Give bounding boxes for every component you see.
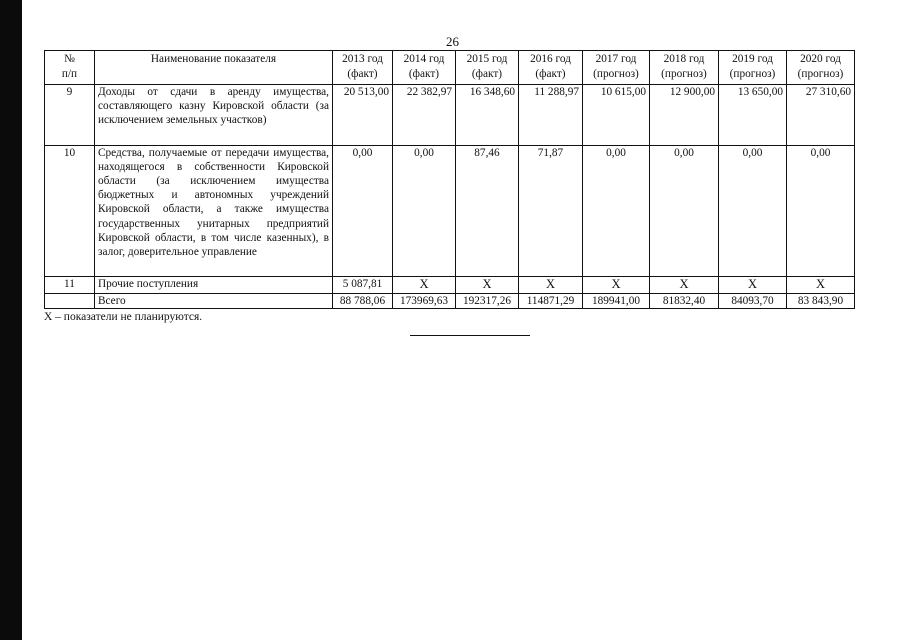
header-num bbox=[45, 51, 95, 85]
cell-value: 16 348,60 bbox=[456, 85, 519, 146]
header-year: 2017 год bbox=[595, 53, 637, 65]
cell-value: 12 900,00 bbox=[650, 85, 719, 146]
cell-value: 84093,70 bbox=[719, 293, 787, 308]
cell-value: 22 382,97 bbox=[393, 85, 456, 146]
header-num-line2: п/п bbox=[61, 67, 78, 80]
cell-value: 0,00 bbox=[787, 146, 855, 277]
table-row bbox=[45, 277, 855, 294]
header-year: 2018 год bbox=[663, 53, 705, 65]
table-row bbox=[45, 85, 855, 146]
cell-value: X bbox=[519, 277, 583, 294]
cell-value: 88 788,06 bbox=[333, 293, 393, 308]
cell-value: 10 615,00 bbox=[583, 85, 650, 146]
header-year: 2015 год bbox=[466, 53, 508, 65]
header-2019 bbox=[719, 51, 787, 85]
header-2020 bbox=[787, 51, 855, 85]
cell-value: 11 288,97 bbox=[519, 85, 583, 146]
cell-value: 71,87 bbox=[519, 146, 583, 277]
header-num-line1: № bbox=[64, 53, 75, 65]
cell-value: X bbox=[456, 277, 519, 294]
cell-value: 5 087,81 bbox=[333, 277, 393, 294]
header-kind: (факт) bbox=[471, 67, 503, 80]
cell-value: 0,00 bbox=[719, 146, 787, 277]
cell-value: 0,00 bbox=[333, 146, 393, 277]
header-kind: (прогноз) bbox=[661, 67, 707, 80]
cell-value: 20 513,00 bbox=[333, 85, 393, 146]
table-row-total bbox=[45, 293, 855, 308]
header-kind: (факт) bbox=[347, 67, 378, 80]
revenue-table bbox=[44, 50, 855, 309]
row-number: 9 bbox=[45, 85, 95, 146]
footnote: X – показатели не планируются. bbox=[44, 311, 203, 323]
table-header-row bbox=[45, 51, 855, 85]
cell-value: 13 650,00 bbox=[719, 85, 787, 146]
row-indicator-name: Прочие поступления bbox=[95, 277, 333, 294]
cell-value: 27 310,60 bbox=[787, 85, 855, 146]
header-kind: (прогноз) bbox=[593, 67, 639, 80]
cell-value: X bbox=[583, 277, 650, 294]
cell-value: 0,00 bbox=[393, 146, 456, 277]
closing-rule bbox=[410, 335, 530, 336]
cell-value: 0,00 bbox=[650, 146, 719, 277]
cell-value: 192317,26 bbox=[456, 293, 519, 308]
cell-value: 173969,63 bbox=[393, 293, 456, 308]
header-2013 bbox=[333, 51, 393, 85]
row-number bbox=[45, 293, 95, 308]
row-indicator-name: Доходы от сдачи в аренду имущества, составляющего казну Кировской области (за исключением земельных участков) bbox=[95, 85, 333, 146]
row-indicator-name: Средства, получаемые от передачи имущества, находящегося в собственности Кировской области (за исключением имущества бюджетных и автономных учреждений Кировской области, а также имущества государственных унитарных предприятий Кировской области, в том числе казенных), в залог, доверительное управление bbox=[95, 146, 333, 277]
header-year: 2014 год bbox=[403, 53, 445, 65]
header-2015 bbox=[456, 51, 519, 85]
cell-value: 114871,29 bbox=[519, 293, 583, 308]
header-year: 2013 год bbox=[342, 53, 383, 65]
header-year: 2016 год bbox=[530, 53, 571, 65]
cell-value: X bbox=[719, 277, 787, 294]
cell-value: 0,00 bbox=[583, 146, 650, 277]
header-year: 2019 год bbox=[732, 53, 773, 65]
scan-edge-bar bbox=[0, 0, 22, 640]
cell-value: X bbox=[787, 277, 855, 294]
header-2017 bbox=[583, 51, 650, 85]
cell-value: 81832,40 bbox=[650, 293, 719, 308]
table-row bbox=[45, 146, 855, 277]
header-name: Наименование показателя bbox=[95, 51, 333, 85]
cell-value: 87,46 bbox=[456, 146, 519, 277]
header-2018 bbox=[650, 51, 719, 85]
header-kind: (факт) bbox=[408, 67, 440, 80]
cell-value: X bbox=[650, 277, 719, 294]
cell-value: X bbox=[393, 277, 456, 294]
header-kind: (прогноз) bbox=[729, 67, 776, 80]
page-number: 26 bbox=[446, 34, 459, 49]
row-indicator-name: Всего bbox=[95, 293, 333, 308]
row-number: 11 bbox=[45, 277, 95, 294]
row-number: 10 bbox=[45, 146, 95, 277]
cell-value: 83 843,90 bbox=[787, 293, 855, 308]
header-year: 2020 год bbox=[800, 53, 841, 65]
header-kind: (факт) bbox=[535, 67, 566, 80]
cell-value: 189941,00 bbox=[583, 293, 650, 308]
header-kind: (прогноз) bbox=[797, 67, 844, 80]
header-2014 bbox=[393, 51, 456, 85]
header-2016 bbox=[519, 51, 583, 85]
